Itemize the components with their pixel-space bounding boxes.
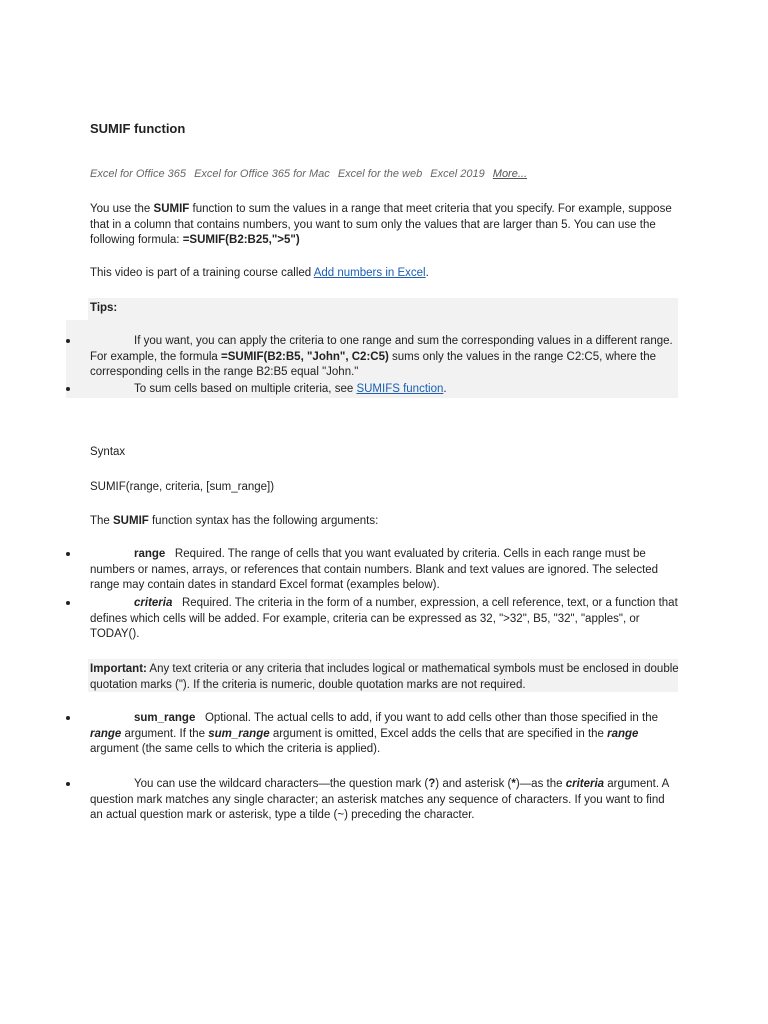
args-intro-text: The (90, 515, 114, 527)
more-link[interactable]: More... (492, 168, 528, 180)
argument-reference: range (607, 727, 639, 740)
intro-text: You use the (90, 203, 154, 215)
wildcard-note (90, 777, 680, 824)
tip-item (90, 334, 680, 381)
question-mark-symbol: ? (428, 778, 436, 790)
important-text: Any text criteria or any criteria that includes logical or mathematical symbols must be enclosed in double quotation marks ("). If the criteria is numeric, double quotation marks are not required. (90, 663, 679, 691)
tips-label: Tips: (90, 302, 118, 314)
tip-text: sums only the values in the range C2:C5, where the corresponding cells in the range B2:B5 equal "John." (90, 350, 657, 378)
sumifs-link[interactable]: SUMIFS function (356, 383, 444, 395)
intro-paragraph (90, 202, 680, 249)
syntax-heading: Syntax (90, 446, 126, 458)
bullet-marker (66, 387, 70, 391)
wildcard-text: argument. A question mark matches any single character; an asterisk matches any sequence of characters. If you want to find an actual question mark or asterisk, type a tilde (~) preceding the character. (90, 778, 669, 821)
argument-reference: sum_range (208, 727, 270, 740)
argument-description: argument is omitted, Excel adds the cells that are specified in the (269, 727, 608, 740)
argument-sum-range (90, 711, 680, 758)
applies-to-item: Excel 2019 (430, 168, 485, 180)
bullet-marker (66, 552, 70, 556)
syntax-line: SUMIF(range, criteria, [sum_range]) (90, 481, 275, 493)
argument-description: argument (the same cells to which the criteria is applied). (90, 743, 381, 755)
argument-reference: criteria (565, 778, 605, 790)
tip-text: If you want, you can apply the criteria to one range and sum the corresponding values in a different range. For example, the formula (90, 335, 673, 363)
asterisk-symbol: * (511, 778, 516, 790)
arguments-intro (90, 514, 680, 530)
wildcard-text: )—as the (515, 778, 566, 790)
argument-name: criteria (134, 597, 173, 609)
video-text-end: . (425, 267, 429, 279)
function-name: SUMIF (113, 515, 149, 527)
tip-text-end: . (443, 383, 447, 395)
applies-to-item: Excel for the web (337, 168, 423, 180)
important-label: Important: (90, 663, 147, 675)
applies-to-item: Excel for Office 365 (90, 168, 186, 180)
page-title: SUMIF function (90, 121, 186, 136)
example-formula: =SUMIF(B2:B25,">5") (182, 234, 300, 246)
bullet-marker (66, 339, 70, 343)
applies-to-line (90, 168, 532, 180)
applies-to-item: Excel for Office 365 for Mac (194, 168, 330, 180)
training-course-link[interactable]: Add numbers in Excel (313, 267, 426, 279)
bullet-marker (66, 601, 70, 605)
bullet-marker (66, 782, 70, 786)
video-paragraph (90, 266, 680, 282)
bullet-marker (66, 716, 70, 720)
argument-criteria (90, 596, 680, 643)
video-text: This video is part of a training course called (90, 267, 314, 279)
argument-reference: range (90, 727, 122, 740)
wildcard-text: ) and asterisk ( (435, 778, 512, 790)
argument-description: Required. The criteria in the form of a number, expression, a cell reference, text, or a function that defines which cells will be added. For example, criteria can be expressed as 32, ">32", B5, "32", "apples", or TODAY(). (90, 597, 678, 640)
argument-description: Optional. The actual cells to add, if you want to add cells other than those specified in the (204, 712, 658, 724)
function-name: SUMIF (153, 203, 190, 215)
intro-text: function to sum the values in a range that meet criteria that you specify. For example, suppose that in a column that contains numbers, you want to sum only the values that are larger than 5. You can use the following formula: (90, 203, 672, 246)
tip-text: To sum cells based on multiple criteria, see (134, 383, 357, 395)
argument-name: range (134, 548, 166, 560)
argument-description: Required. The range of cells that you want evaluated by criteria. Cells in each range must be numbers or names, arrays, or references that contain numbers. Blank and text values are ignored. The selected range may contain dates in standard Excel format (examples below). (90, 548, 659, 591)
wildcard-text: You can use the wildcard characters—the question mark ( (134, 778, 429, 790)
args-intro-text: function syntax has the following arguments: (148, 515, 379, 527)
tip-formula: =SUMIF(B2:B5, "John", C2:C5) (221, 350, 389, 363)
important-note (90, 662, 680, 693)
argument-name: sum_range (134, 712, 196, 724)
argument-description: argument. If the (121, 727, 209, 740)
argument-range (90, 547, 680, 594)
tip-item (90, 382, 680, 398)
